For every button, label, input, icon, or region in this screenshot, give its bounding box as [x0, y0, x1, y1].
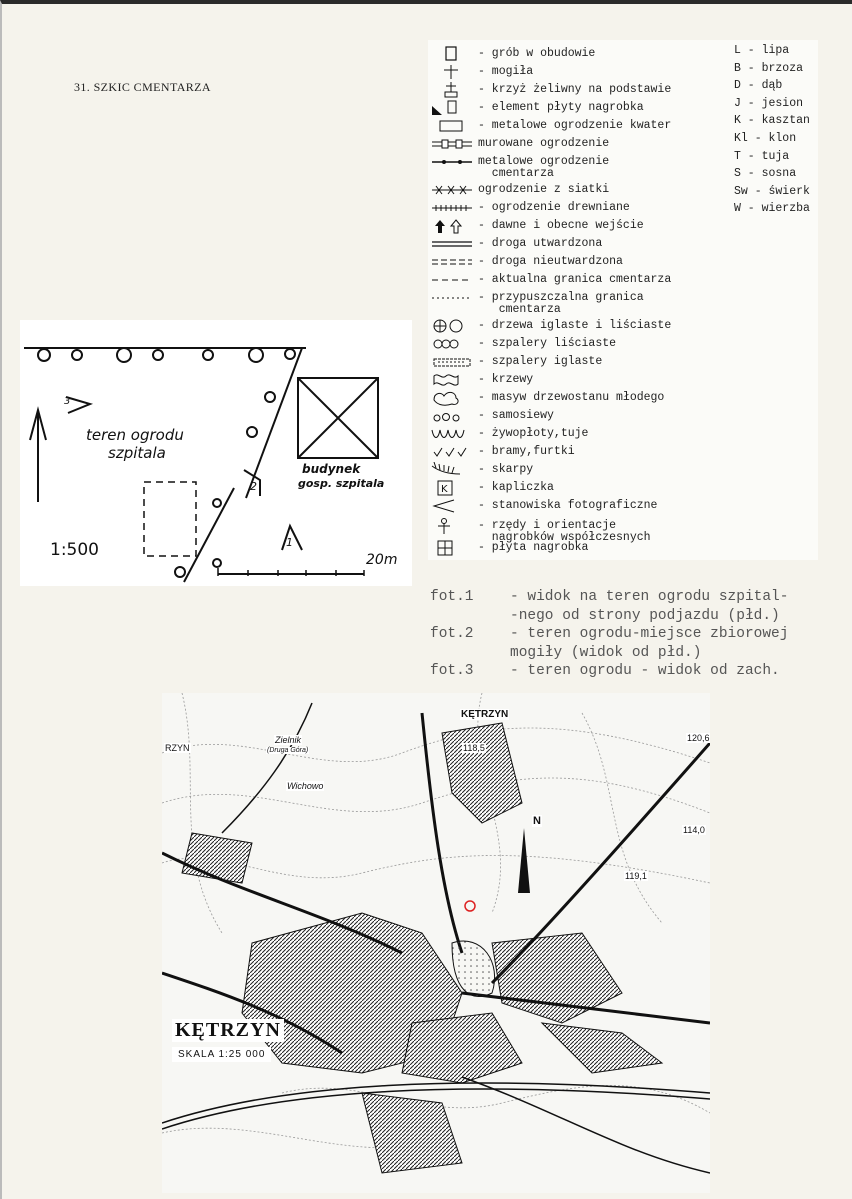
- young-stand-icon: [430, 390, 472, 406]
- map-scale: SKALA 1:25 000: [172, 1047, 271, 1062]
- tree-symbol: [38, 349, 50, 361]
- map-label: 114,0: [683, 825, 705, 835]
- boundary-line: [184, 488, 234, 582]
- map-label: KĘTRZYN: [461, 709, 509, 720]
- legend-label: - samosiewy: [478, 409, 554, 422]
- tree-item: Kl - klon: [734, 131, 797, 145]
- current-boundary-icon: [430, 272, 472, 288]
- tree-item: Sw - świerk: [734, 184, 810, 198]
- legend-label: - stanowiska fotograficzne: [478, 499, 658, 512]
- legend-label: - droga nieutwardzona: [478, 255, 623, 268]
- tree-symbol: [117, 348, 131, 362]
- caption-text: - widok na teren ogrodu szpital-: [510, 589, 789, 605]
- tree-species-list: [734, 44, 818, 220]
- self-seeded-icon: [430, 408, 472, 424]
- escarpment-icon: [430, 462, 472, 478]
- shrubs-icon: [430, 372, 472, 388]
- tree-item: T - tuja: [734, 149, 790, 163]
- coniferous-hedge-icon: [430, 354, 472, 370]
- map-north-arrow: [518, 828, 530, 893]
- metal-cemetery-fence-icon: [430, 154, 472, 170]
- map-label: 119,1: [625, 871, 647, 881]
- page-title: 31. SZKIC CMENTARZA: [74, 80, 211, 94]
- map-label: N: [533, 815, 541, 827]
- legend-label: - rzędy i orientacje nagrobków współczesnych: [478, 519, 651, 544]
- photo-station-icon: [430, 498, 472, 514]
- metal-quarter-fence-icon: [430, 118, 472, 134]
- legend-label: - masyw drzewostanu młodego: [478, 391, 665, 404]
- brick-fence-icon: [430, 136, 472, 152]
- legend-label: - dawne i obecne wejście: [478, 219, 644, 232]
- deciduous-hedge-icon: [430, 336, 472, 352]
- tree-symbol: [213, 499, 221, 507]
- tree-symbol: [72, 350, 82, 360]
- chapel-icon: [430, 480, 472, 496]
- gates-icon: [430, 444, 472, 460]
- legend-label: ogrodzenie z siatki: [478, 183, 610, 196]
- grave-orientation-icon: [430, 518, 472, 534]
- caption-row: [430, 662, 850, 681]
- caption-text: - teren ogrodu-miejsce zbiorowej: [510, 626, 789, 643]
- tree-item: D - dąb: [734, 79, 783, 93]
- tree-symbol: [265, 392, 275, 402]
- scale-bar-label: 20m: [366, 552, 398, 568]
- map-town-name: KĘTRZYN: [172, 1019, 284, 1042]
- map-label: Zielnik: [275, 735, 302, 745]
- caption-row: [430, 607, 850, 626]
- topographic-map: [162, 693, 710, 1193]
- caption-text: -nego od strony podjazdu (płd.): [510, 607, 780, 624]
- legend-label: - kapliczka: [478, 481, 554, 494]
- tree-symbol: [203, 350, 213, 360]
- tree-item: W - wierzba: [734, 202, 810, 216]
- tree-symbol: [285, 349, 295, 359]
- tree-symbol: [153, 350, 163, 360]
- svg-text:K: K: [441, 484, 448, 495]
- legend-label: - płyta nagrobka: [478, 541, 589, 554]
- legend-label: - szpalery liściaste: [478, 337, 617, 350]
- sketch-building-label: gosp. szpitala: [298, 477, 385, 490]
- map-label: RZYN: [165, 743, 190, 753]
- tree-item: J - jesion: [734, 96, 804, 110]
- hedgerow-icon: [430, 426, 472, 442]
- legend-label: - element płyty nagrobka: [478, 101, 644, 114]
- legend-label: - aktualna granica cmentarza: [478, 273, 672, 286]
- photo-number: 1: [286, 536, 293, 549]
- cemetery-location-marker: [465, 901, 475, 911]
- grave-enclosure-icon: [430, 46, 472, 62]
- legend-label: - grób w obudowie: [478, 47, 596, 60]
- tree-symbol: [247, 427, 257, 437]
- mass-grave-outline: [144, 482, 196, 556]
- sketch-scale: 1:500: [50, 540, 99, 560]
- caption-key: fot.1: [430, 589, 474, 605]
- caption-row: [430, 644, 850, 663]
- tombstone-element-icon: [430, 100, 472, 116]
- unpaved-road-icon: [430, 254, 472, 270]
- cast-iron-cross-icon: [430, 82, 472, 98]
- legend-label: - krzyż żeliwny na podstawie: [478, 83, 672, 96]
- caption-text: - teren ogrodu - widok od zach.: [510, 663, 780, 680]
- map-drawing: [162, 693, 710, 1193]
- trees-icon: [430, 318, 472, 334]
- photo-number: 3: [64, 396, 71, 407]
- cemetery-sketch: [20, 320, 412, 586]
- caption-row: [430, 588, 850, 607]
- tombstone-slab-icon: [430, 540, 472, 556]
- tree-symbol: [175, 567, 185, 577]
- legend-label: metalowe ogrodzenie cmentarza: [478, 155, 610, 180]
- legend-label: - krzewy: [478, 373, 534, 386]
- presumed-boundary-icon: [430, 290, 472, 306]
- map-label: (Druga Góra): [267, 747, 309, 754]
- sketch-building-label: budynek: [302, 462, 361, 476]
- caption-key: fot.2: [430, 626, 474, 643]
- tree-symbol: [249, 348, 263, 362]
- photo-captions: [430, 588, 850, 681]
- legend-label: - bramy,furtki: [478, 445, 575, 458]
- tree-item: S - sosna: [734, 167, 797, 181]
- tree-item: B - brzoza: [734, 61, 804, 75]
- paved-road-icon: [430, 236, 472, 252]
- legend-label: - drzewa iglaste i liściaste: [478, 319, 672, 332]
- legend-label: - mogiła: [478, 65, 534, 78]
- map-label: 120,6: [687, 733, 710, 743]
- map-legend: [428, 40, 818, 560]
- sketch-area-label: teren ogrodu: [86, 426, 184, 444]
- legend-label: - ogrodzenie drewniane: [478, 201, 630, 214]
- legend-label: - metalowe ogrodzenie kwater: [478, 119, 672, 132]
- photo-number: 2: [250, 480, 257, 493]
- caption-row: [430, 625, 850, 644]
- mesh-fence-icon: [430, 182, 472, 198]
- map-label: 118,5: [463, 743, 485, 753]
- legend-label: murowane ogrodzenie: [478, 137, 610, 150]
- legend-label: - żywopłoty,tuje: [478, 427, 589, 440]
- entrance-arrows-icon: [430, 218, 472, 234]
- map-label: Wichowo: [287, 781, 324, 791]
- sketch-area-label: szpitala: [108, 444, 166, 462]
- caption-key: fot.3: [430, 663, 474, 680]
- tree-item: K - kasztan: [734, 114, 810, 128]
- legend-label: - szpalery iglaste: [478, 355, 603, 368]
- caption-text: mogiły (widok od płd.): [510, 644, 702, 661]
- grave-mound-cross-icon: [430, 64, 472, 80]
- wooden-fence-icon: [430, 200, 472, 216]
- tree-item: L - lipa: [734, 44, 790, 57]
- tree-symbol: [213, 559, 221, 567]
- legend-label: - skarpy: [478, 463, 534, 476]
- legend-label: - droga utwardzona: [478, 237, 603, 250]
- legend-label: - przypuszczalna granica cmentarza: [478, 291, 644, 316]
